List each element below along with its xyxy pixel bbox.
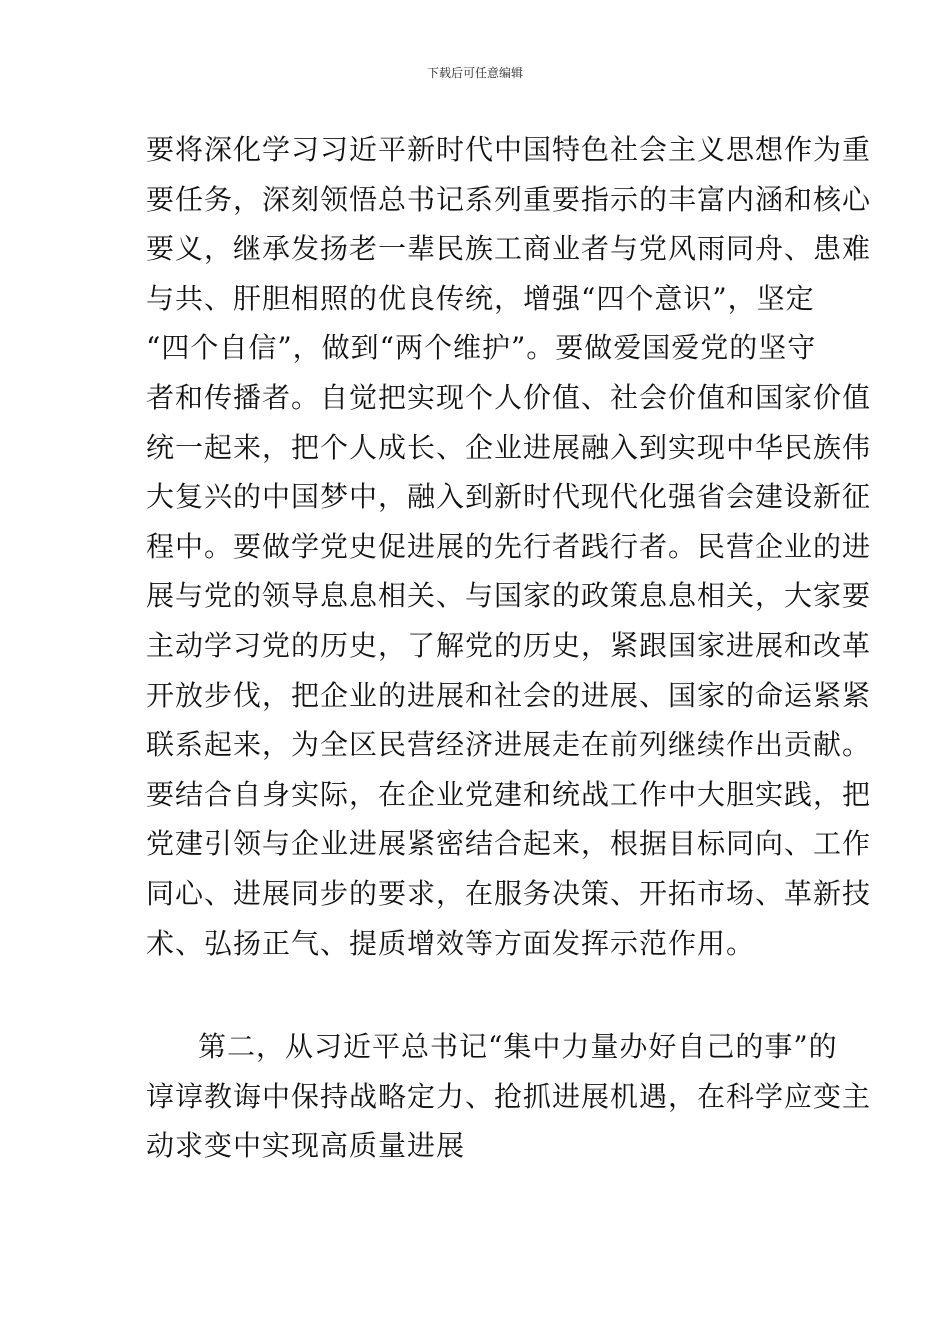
paragraph-line: 展与党的领导息息相关、与国家的政策息息相关，大家要 — [146, 579, 872, 613]
paragraph-line: 程中。要做学党史促进展的先行者践行者。民营企业的进 — [146, 529, 872, 563]
paragraph-line: 者和传播者。自觉把实现个人价值、社会价值和国家价值 — [146, 380, 872, 414]
paragraph-line: 谆谆教诲中保持战略定力、抢抓进展机遇，在科学应变主 — [146, 1079, 872, 1113]
paragraph-1 — [146, 125, 872, 968]
page-header: 下载后可任意编辑 — [426, 66, 523, 80]
paragraph-line: 要任务，深刻领悟总书记系列重要指示的丰富内涵和核心 — [146, 182, 872, 216]
paragraph-line: 开放步伐，把企业的进展和社会的进展、国家的命运紧紧 — [146, 678, 872, 712]
paragraph-line: 动求变中实现高质量进展 — [146, 1129, 466, 1163]
paragraph-line: 联系起来，为全区民营经济进展走在前列继续作出贡献。 — [146, 728, 872, 762]
paragraph-line: “四个自信”，做到“两个维护”。要做爱国爱党的坚守 — [146, 331, 817, 365]
paragraph-line: 主动学习党的历史，了解党的历史，紧跟国家进展和改革 — [146, 628, 872, 662]
paragraph-2 — [146, 1022, 872, 1171]
paragraph-line: 第二，从习近平总书记“集中力量办好自己的事”的 — [198, 1030, 838, 1063]
paragraph-line: 党建引领与企业进展紧密结合起来，根据目标同向、工作 — [146, 827, 872, 861]
paragraph-line: 要义，继承发扬老一辈民族工商业者与党风雨同舟、患难 — [146, 232, 872, 266]
paragraph-line: 与共、肝胆相照的优良传统，增强“四个意识”，坚定 — [146, 281, 815, 315]
paragraph-line: 要将深化学习习近平新时代中国特色社会主义思想作为重 — [146, 133, 872, 166]
paragraph-line: 统一起来，把个人成长、企业进展融入到实现中华民族伟 — [146, 430, 872, 464]
paragraph-line: 同心、进展同步的要求，在服务决策、开拓市场、革新技 — [146, 876, 872, 910]
paragraph-line: 术、弘扬正气、提质增效等方面发挥示范作用。 — [146, 926, 756, 960]
paragraph-line: 大复兴的中国梦中，融入到新时代现代化强省会建设新征 — [146, 480, 872, 514]
paragraph-line: 要结合自身实际，在企业党建和统战工作中大胆实践，把 — [146, 777, 872, 811]
